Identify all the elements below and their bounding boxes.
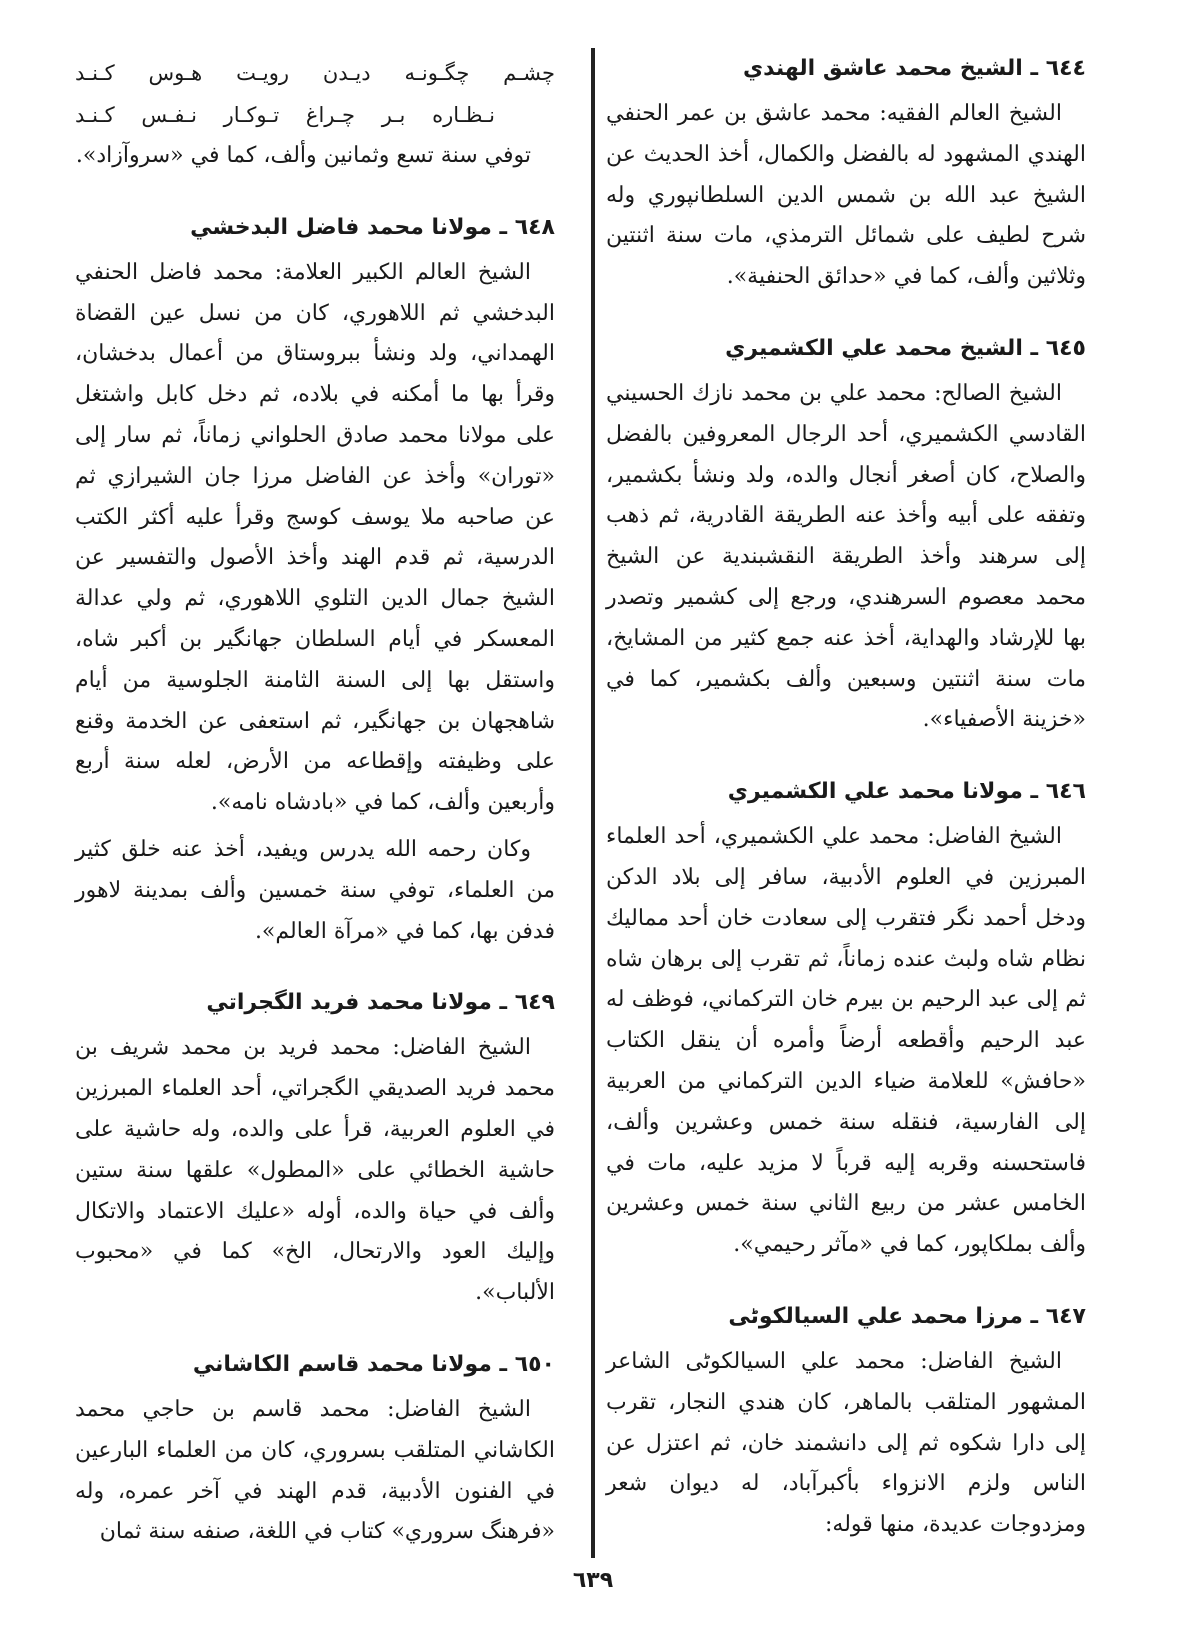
entry-650: [75, 1348, 555, 1553]
verse-line: نـظـاره بـر چـراغ تـوكـار نـفـس كـنـد: [75, 103, 495, 127]
entry-heading: ٦٤٦ ـ مولانا محمد علي الكشميري: [727, 779, 1086, 805]
entry-647: [606, 1300, 1086, 1546]
entry-heading: ٦٥٠ ـ مولانا محمد قاسم الكاشاني: [192, 1351, 555, 1377]
entry-646: [606, 775, 1086, 1266]
entry-paragraph: الشيخ العالم الفقيه: محمد عاشق بن عمر الحنفي الهندي المشهود له بالفضل والكمال، أخذ الحديث عن الشيخ عبد الله بن شمس الدين السلطانپوري وله شرح لطيف على شمائل الترمذي، مات سنة اثنتين وثلاثين وألف، كما في «حدائق الحنفية».: [606, 101, 1086, 290]
entry-paragraph: الشيخ الفاضل: محمد قاسم بن حاجي محمد الكاشاني المتلقب بسروري، كان من العلماء البارعين في الفنون الأدبية، قدم الهند في آخر عمره، وله «فرهنگ سروري» كتاب في اللغة، صنفه سنة ثمان: [75, 1396, 555, 1545]
entry-648: [75, 211, 555, 953]
entry-heading: ٦٤٥ ـ الشيخ محمد علي الكشميري: [725, 335, 1086, 361]
entry-heading: ٦٤٨ ـ مولانا محمد فاضل البدخشي: [190, 214, 555, 240]
entry-paragraph: الشيخ الفاضل: محمد علي السيالكوٹی الشاعر المشهور المتلقب بالماهر، كان هندي النجار، تقرب إلى دارا شكوه ثم إلى دانشمند خان، ثم اعتزل عن الناس ولزم الانزواء بأكبرآباد، له ديوان شعر ومزدوجات عديدة، منها قوله:: [606, 1348, 1086, 1538]
entry-paragraph: الشيخ الصالح: محمد علي بن محمد نازك الحسيني القادسي الكشميري، أحد الرجال المعروفين بالفضل والصلاح، كان أصغر أنجال والده، ولد ونشأ بكشمير، وتفقه على أبيه وأخذ عنه الطريقة القادرية، ثم ذهب إلى سرهند وأخذ الطريقة النقشبندية عن الشيخ محمد معصوم السرهندي، ورجع إلى كشمير وتصدر بها للإرشاد والهداية، أخذ عنه جمع كثير من المشايخ، مات سنة اثنتين وسبعين وألف بكشمير، كما في «خزينة الأصفياء».: [606, 380, 1086, 733]
entry-paragraph: الشيخ الفاضل: محمد فريد بن محمد شريف بن محمد فريد الصديقي الگجراتي، أحد العلماء المبرزين في العلوم العربية، قرأ على والده، وله حاشية على حاشية الخطائي على «المطول» علقها سنة ستين وألف في حياة والده، أوله «عليك الاعتماد والاتكال وإليك العود والارتحال، الخ» كما في «محبوب الألباب».: [75, 1035, 555, 1306]
entry-649: [75, 986, 555, 1314]
entry-paragraph: وكان رحمه الله يدرس ويفيد، أخذ عنه خلق كثير من العلماء، توفي سنة خمسين وألف بمدينة لاهور فدفن بها، كما في «مرآة العالم».: [75, 836, 555, 944]
left-column: [75, 52, 555, 1553]
entry-paragraph: الشيخ العالم الكبير العلامة: محمد فاضل الحنفي البدخشي ثم اللاهوري، كان من نسل عين القضاة الهمداني، ولد ونشأ ببروستاق من أعمال بدخشان، وقرأ بها ما أمكنه في بلاده، ثم دخل كابل واشتغل على مولانا محمد صادق الحلواني زماناً، ثم سار إلى «توران» وأخذ عن الفاضل مرزا جان الشيرازي ثم عن صاحبه ملا يوسف كوسج وقرأ عليه أكثر الكتب الدرسية، ثم قدم الهند وأخذ الأصول والتفسير عن الشيخ جمال الدين التلوي اللاهوري، ثم ولي عدالة المعسكر في أيام السلطان جهانگير بن أكبر شاه، واستقل بها إلى السنة الثامنة الجلوسية من أيام شاهجهان بن جهانگير، ثم استعفى عن الخدمة وقنع على وظيفته وإقطاعه من الأرض، لعله سنة أربع وأربعين وألف، كما في «بادشاه نامه».: [75, 259, 555, 816]
right-column: [606, 52, 1086, 1546]
column-divider: [591, 48, 595, 1558]
entry-645: [606, 332, 1086, 741]
entry-heading: ٦٤٩ ـ مولانا محمد فريد الگجراتي: [206, 990, 555, 1016]
entry-heading: ٦٤٧ ـ مرزا محمد علي السيالكوٹی: [728, 1303, 1086, 1329]
entry-heading: ٦٤٤ ـ الشيخ محمد عاشق الهندي: [742, 56, 1086, 81]
verse-line: چشـم چگـونـه ديـدن رويـت هـوس كـنـد: [75, 61, 555, 85]
entry-paragraph: الشيخ الفاضل: محمد علي الكشميري، أحد العلماء المبرزين في العلوم الأدبية، سافر إلى بلاد الدكن ودخل أحمد نگر فتقرب إلى سعادت خان أحد مماليك نظام شاه ولبث عنده زماناً، ثم تقرب إلى برهان شاه ثم إلى عبد الرحيم بن بيرم خان التركماني، فوظف له عبد الرحيم وأقطعه أرضاً وأمره أن ينقل الكتاب «حافش» للعلامة ضياء الدين التركماني من العربية إلى الفارسية، فنقله سنة خمس وعشرين وألف، فاستحسنه وقربه إليه قرباً لا مزيد عليه، مات في الخامس عشر من ربيع الثاني سنة خمس وعشرين وألف بملكاپور، كما في «مآثر رحيمي».: [606, 824, 1086, 1258]
page-number: ٦٣٩: [572, 1568, 614, 1593]
entry-paragraph: توفي سنة تسع وثمانين وألف، كما في «سروآزاد».: [75, 143, 531, 168]
entry-644: [606, 52, 1086, 298]
